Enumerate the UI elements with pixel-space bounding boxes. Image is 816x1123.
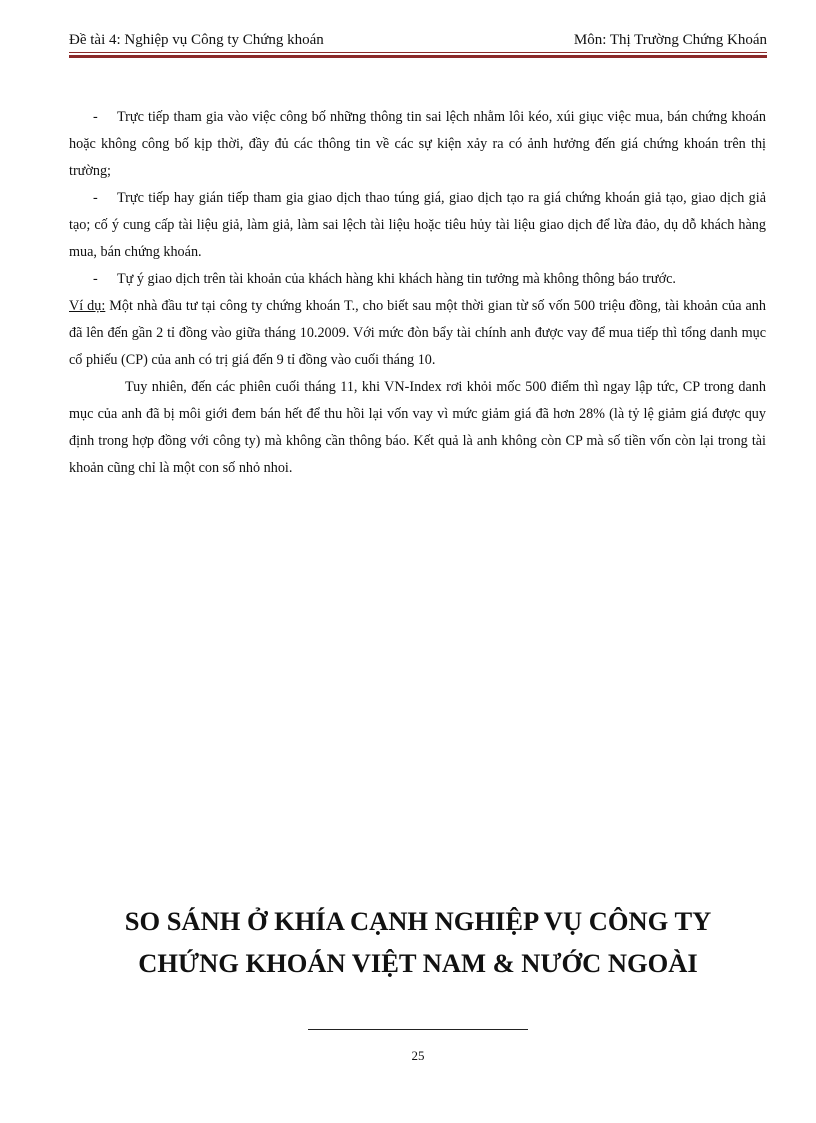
header-subject: Môn: Thị Trường Chứng Khoán — [573, 32, 767, 48]
header-rule-thin — [69, 52, 767, 53]
header-topic: Đề tài 4: Nghiệp vụ Công ty Chứng khoán — [69, 32, 324, 48]
example-paragraph — [69, 293, 766, 374]
bullet-paragraph-2 — [69, 185, 766, 266]
example-text: Một nhà đầu tư tại công ty chứng khoán T., cho biết sau một thời gian từ số vốn 500 triệu đồng, tài khoản của anh đã lên đến gần 2 tỉ đồng vào giữa tháng 10.2009. Với mức đòn bẩy tài chính anh được vay để mua tiếp thì tổng danh mục cổ phiếu (CP) của anh có trị giá đến 9 tỉ đồng vào cuối tháng 10. — [69, 298, 766, 368]
bullet-paragraph-1 — [69, 104, 766, 185]
body-text — [69, 104, 766, 482]
bullet-dash: - — [93, 109, 98, 125]
footer-rule — [308, 1029, 528, 1030]
bullet-text-1: Trực tiếp tham gia vào việc công bố những thông tin sai lệch nhằm lôi kéo, xúi giục việc mua, bán chứng khoán hoặc không công bố kịp thời, đầy đủ các thông tin về các sự kiện xảy ra có ảnh hưởng đến giá chứng khoán trên thị trường; — [69, 109, 766, 179]
bullet-text-2: Trực tiếp hay gián tiếp tham gia giao dịch thao túng giá, giao dịch tạo ra giá chứng khoán giả tạo, giao dịch giả tạo; cố ý cung cấp tài liệu giả, làm giả, làm sai lệch tài liệu hoặc tiêu hủy tài liệu giao dịch để lừa đảo, dụ dỗ khách hàng mua, bán chứng khoán. — [69, 190, 766, 260]
example-label: Ví dụ: — [69, 298, 106, 314]
bullet-dash: - — [93, 271, 98, 287]
bullet-dash: - — [93, 190, 98, 206]
bullet-paragraph-3 — [69, 266, 766, 293]
running-header — [69, 30, 767, 50]
header-rule-thick — [69, 55, 767, 58]
paragraph-2: Tuy nhiên, đến các phiên cuối tháng 11, khi VN-Index rơi khỏi mốc 500 điểm thì ngay lập tức, CP trong danh mục của anh đã bị môi giới đem bán hết để thu hồi lại vốn vay vì mức giảm giá đã hơn 28% (là tỷ lệ giảm giá được quy định trong hợp đồng với công ty) mà không cần thông báo. Kết quả là anh không còn CP mà số tiền vốn còn lại trong tài khoản cũng chỉ là một con số nhỏ nhoi. — [69, 379, 766, 476]
section-title-line-1: SO SÁNH Ở KHÍA CẠNH NGHIỆP VỤ CÔNG TY — [124, 906, 712, 936]
section-title-line-2: CHỨNG KHOÁN VIỆT NAM & NƯỚC NGOÀI — [138, 948, 698, 978]
bullet-text-3: Tự ý giao dịch trên tài khoản của khách hàng khi khách hàng tin tưởng mà không thông báo trước. — [117, 271, 676, 287]
page-number: 25 — [411, 1048, 425, 1063]
section-title — [69, 900, 767, 984]
